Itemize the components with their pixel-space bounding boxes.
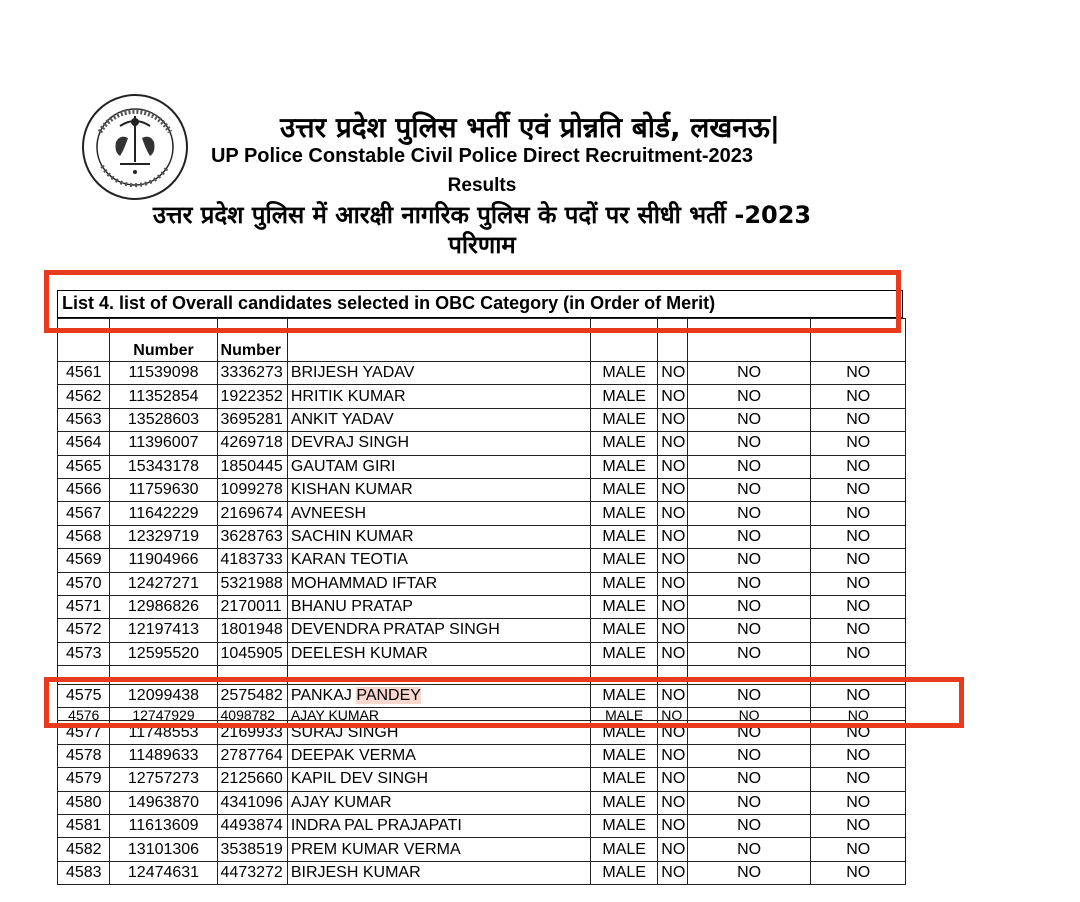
table-row bbox=[58, 619, 906, 642]
cell-dff: NO bbox=[658, 455, 687, 478]
cell-ex-serviceman: NO bbox=[687, 385, 811, 408]
cell-roll: 4183733 bbox=[217, 549, 287, 572]
table-row-highlighted bbox=[58, 685, 906, 708]
cell-roll: 1922352 bbox=[217, 385, 287, 408]
cell-sr: 4570 bbox=[58, 572, 110, 595]
cell-registration: 11642229 bbox=[110, 502, 217, 525]
table-row bbox=[58, 549, 906, 572]
cell-gender: MALE bbox=[591, 768, 658, 791]
results-hindi: परिणाम bbox=[448, 231, 516, 259]
cell-name: KARAN TEOTIA bbox=[287, 549, 590, 572]
title-english: UP Police Constable Civil Police Direct Recruitment-2023 bbox=[210, 145, 754, 167]
cell-sr: 4566 bbox=[58, 478, 110, 501]
cell-ex-serviceman: NO bbox=[687, 455, 811, 478]
cell-home-guard: NO bbox=[811, 642, 906, 665]
cell-home-guard: NO bbox=[811, 572, 906, 595]
cell-gender: MALE bbox=[591, 549, 658, 572]
cell-gender: MALE bbox=[591, 708, 658, 721]
cell-home-guard: NO bbox=[811, 815, 906, 838]
cell-dff: NO bbox=[658, 549, 687, 572]
cell-registration: 11904966 bbox=[110, 549, 217, 572]
cell-roll: 3336273 bbox=[217, 362, 287, 385]
table-row bbox=[58, 791, 906, 814]
cell-registration: 12329719 bbox=[110, 525, 217, 548]
cell-sr: 4572 bbox=[58, 619, 110, 642]
table-row bbox=[58, 708, 906, 721]
cell-registration: 11613609 bbox=[110, 815, 217, 838]
cell-dff: NO bbox=[658, 791, 687, 814]
header-home-guard bbox=[811, 319, 906, 362]
cell-gender: MALE bbox=[591, 478, 658, 501]
table-row bbox=[58, 642, 906, 665]
cell-dff: NO bbox=[658, 619, 687, 642]
cell-home-guard: NO bbox=[811, 549, 906, 572]
cell-name: INDRA PAL PRAJAPATI bbox=[287, 815, 590, 838]
table-row bbox=[58, 455, 906, 478]
cell-registration: 11759630 bbox=[110, 478, 217, 501]
cell-registration: 12986826 bbox=[110, 595, 217, 618]
cell-gender: MALE bbox=[591, 408, 658, 431]
cell-name: SURAJ SINGH bbox=[287, 721, 590, 744]
cell-home-guard: NO bbox=[811, 768, 906, 791]
cell-dff: NO bbox=[658, 502, 687, 525]
cell-ex-serviceman: NO bbox=[687, 708, 811, 721]
cell-ex-serviceman: NO bbox=[687, 721, 811, 744]
cell-gender: MALE bbox=[591, 642, 658, 665]
table-row bbox=[58, 408, 906, 431]
cell-roll: 4269718 bbox=[217, 432, 287, 455]
cell-sr: 4575 bbox=[58, 685, 110, 708]
cell-roll: 2787764 bbox=[217, 744, 287, 767]
cell-sr: 4578 bbox=[58, 744, 110, 767]
cell-ex-serviceman: NO bbox=[687, 408, 811, 431]
cell-dff: NO bbox=[658, 432, 687, 455]
cell-roll: 2169933 bbox=[217, 721, 287, 744]
cell-gender: MALE bbox=[591, 744, 658, 767]
table-row bbox=[58, 478, 906, 501]
cell-sr: 4583 bbox=[58, 861, 110, 884]
cell-ex-serviceman: NO bbox=[687, 572, 811, 595]
cell-gender: MALE bbox=[591, 455, 658, 478]
cell-sr: 4567 bbox=[58, 502, 110, 525]
table-row bbox=[58, 721, 906, 744]
cell-ex-serviceman: NO bbox=[687, 502, 811, 525]
cell-gender: MALE bbox=[591, 362, 658, 385]
cell-registration: 15343178 bbox=[110, 455, 217, 478]
cell-home-guard: NO bbox=[811, 432, 906, 455]
cell-home-guard: NO bbox=[811, 708, 906, 721]
cell-roll: 2170011 bbox=[217, 595, 287, 618]
name-first: PANKAJ bbox=[290, 687, 352, 705]
table-row bbox=[58, 744, 906, 767]
cell-roll: 3538519 bbox=[217, 838, 287, 861]
cell-name: HRITIK KUMAR bbox=[287, 385, 590, 408]
rows-top bbox=[58, 362, 906, 666]
header-registration: Number bbox=[110, 319, 217, 362]
cell-ex-serviceman: NO bbox=[687, 685, 811, 708]
cell-sr: 4563 bbox=[58, 408, 110, 431]
cell-ex-serviceman: NO bbox=[687, 642, 811, 665]
cell-sr: 4573 bbox=[58, 642, 110, 665]
cell-sr: 4561 bbox=[58, 362, 110, 385]
cell-roll: 3628763 bbox=[217, 525, 287, 548]
cell-roll: 5321988 bbox=[217, 572, 287, 595]
cell-name: KAPIL DEV SINGH bbox=[287, 768, 590, 791]
cell-name: AJAY KUMAR bbox=[287, 708, 590, 721]
results-table bbox=[57, 318, 906, 885]
cell-roll: 1045905 bbox=[217, 642, 287, 665]
cell-dff: NO bbox=[658, 744, 687, 767]
cell-name: PREM KUMAR VERMA bbox=[287, 838, 590, 861]
header-gender bbox=[591, 319, 658, 362]
cell-dff: NO bbox=[658, 815, 687, 838]
cell-home-guard: NO bbox=[811, 455, 906, 478]
cell-roll: 2125660 bbox=[217, 768, 287, 791]
cell-name: MOHAMMAD IFTAR bbox=[287, 572, 590, 595]
cell-dff: NO bbox=[658, 861, 687, 884]
table-row bbox=[58, 432, 906, 455]
cell-registration: 11748553 bbox=[110, 721, 217, 744]
cell-registration: 11489633 bbox=[110, 744, 217, 767]
cell-dff: NO bbox=[658, 768, 687, 791]
table-row bbox=[58, 815, 906, 838]
cell-home-guard: NO bbox=[811, 595, 906, 618]
cell-ex-serviceman: NO bbox=[687, 861, 811, 884]
table-row bbox=[58, 595, 906, 618]
cell-name: GAUTAM GIRI bbox=[287, 455, 590, 478]
name-last-highlighted: PANDEY bbox=[356, 687, 421, 705]
header-sr bbox=[58, 319, 110, 362]
cell-ex-serviceman: NO bbox=[687, 362, 811, 385]
cell-roll: 4473272 bbox=[217, 861, 287, 884]
cell-gender: MALE bbox=[591, 838, 658, 861]
cell-registration: 11352854 bbox=[110, 385, 217, 408]
cell-sr: 4581 bbox=[58, 815, 110, 838]
highlighted-row-group bbox=[58, 685, 906, 708]
cell-gender: MALE bbox=[591, 619, 658, 642]
cell-roll: 3695281 bbox=[217, 408, 287, 431]
table-row bbox=[58, 362, 906, 385]
cell-gender: MALE bbox=[591, 791, 658, 814]
cell-ex-serviceman: NO bbox=[687, 768, 811, 791]
cell-home-guard: NO bbox=[811, 525, 906, 548]
cell-sr: 4565 bbox=[58, 455, 110, 478]
cell-registration: 12747929 bbox=[110, 708, 217, 721]
cell-home-guard: NO bbox=[811, 478, 906, 501]
subtitle-hindi: उत्तर प्रदेश पुलिस में आरक्षी नागरिक पुलिस के पदों पर सीधी भर्ती -2023 bbox=[152, 201, 812, 229]
cell-ex-serviceman: NO bbox=[687, 744, 811, 767]
cell-registration: 12197413 bbox=[110, 619, 217, 642]
cell-registration: 12595520 bbox=[110, 642, 217, 665]
cell-dff: NO bbox=[658, 838, 687, 861]
title-hindi: उत्तर प्रदेश पुलिस भर्ती एवं प्रोन्नति बोर्ड, लखनऊ| bbox=[279, 111, 781, 144]
cell-sr: 4568 bbox=[58, 525, 110, 548]
cell-registration: 12427271 bbox=[110, 572, 217, 595]
cell-name: BIRJESH KUMAR bbox=[287, 861, 590, 884]
cell-dff: NO bbox=[658, 408, 687, 431]
cell-ex-serviceman: NO bbox=[687, 478, 811, 501]
cell-ex-serviceman: NO bbox=[687, 432, 811, 455]
cell-name: DEEPAK VERMA bbox=[287, 744, 590, 767]
cell-dff: NO bbox=[658, 685, 687, 708]
cell-name: KISHAN KUMAR bbox=[287, 478, 590, 501]
table-row bbox=[58, 768, 906, 791]
cell-sr: 4562 bbox=[58, 385, 110, 408]
cell-ex-serviceman: NO bbox=[687, 525, 811, 548]
cell-ex-serviceman: NO bbox=[687, 791, 811, 814]
cell-home-guard: NO bbox=[811, 744, 906, 767]
cell-dff: NO bbox=[658, 478, 687, 501]
cell-sr: 4580 bbox=[58, 791, 110, 814]
cell-name bbox=[287, 685, 590, 708]
cell-home-guard: NO bbox=[811, 362, 906, 385]
cell-name: SACHIN KUMAR bbox=[287, 525, 590, 548]
rows-bottom bbox=[58, 721, 906, 885]
cell-dff: NO bbox=[658, 721, 687, 744]
partial-row-group bbox=[58, 708, 906, 721]
cell-gender: MALE bbox=[591, 432, 658, 455]
cell-dff: NO bbox=[658, 595, 687, 618]
cell-gender: MALE bbox=[591, 595, 658, 618]
cell-sr: 4576 bbox=[58, 708, 110, 721]
cell-gender: MALE bbox=[591, 572, 658, 595]
cell-dff: NO bbox=[658, 525, 687, 548]
cell-dff: NO bbox=[658, 572, 687, 595]
cell-home-guard: NO bbox=[811, 685, 906, 708]
cell-home-guard: NO bbox=[811, 838, 906, 861]
cell-sr: 4571 bbox=[58, 595, 110, 618]
cell-ex-serviceman: NO bbox=[687, 549, 811, 572]
cell-ex-serviceman: NO bbox=[687, 595, 811, 618]
cell-ex-serviceman: NO bbox=[687, 815, 811, 838]
cell-gender: MALE bbox=[591, 721, 658, 744]
cell-roll: 1850445 bbox=[217, 455, 287, 478]
cell-gender: MALE bbox=[591, 685, 658, 708]
cell-registration: 14963870 bbox=[110, 791, 217, 814]
cell-home-guard: NO bbox=[811, 385, 906, 408]
header-roll: Number bbox=[217, 319, 287, 362]
table-header-row bbox=[58, 319, 906, 362]
cell-ex-serviceman: NO bbox=[687, 838, 811, 861]
cell-home-guard: NO bbox=[811, 619, 906, 642]
cell-name: BRIJESH YADAV bbox=[287, 362, 590, 385]
cell-registration: 13528603 bbox=[110, 408, 217, 431]
table-row bbox=[58, 838, 906, 861]
cell-roll: 2575482 bbox=[217, 685, 287, 708]
cell-dff: NO bbox=[658, 362, 687, 385]
cell-home-guard: NO bbox=[811, 502, 906, 525]
cell-name: BHANU PRATAP bbox=[287, 595, 590, 618]
cell-roll: 1801948 bbox=[217, 619, 287, 642]
cell-registration: 11396007 bbox=[110, 432, 217, 455]
cell-roll: 2169674 bbox=[217, 502, 287, 525]
results-english: Results bbox=[447, 175, 517, 196]
table-row bbox=[58, 572, 906, 595]
cell-roll: 4493874 bbox=[217, 815, 287, 838]
cell-name: DEELESH KUMAR bbox=[287, 642, 590, 665]
cell-registration: 12099438 bbox=[110, 685, 217, 708]
cell-name: ANKIT YADAV bbox=[287, 408, 590, 431]
header-ex-serviceman bbox=[687, 319, 811, 362]
cell-sr: 4579 bbox=[58, 768, 110, 791]
cell-gender: MALE bbox=[591, 502, 658, 525]
cell-dff: NO bbox=[658, 642, 687, 665]
table-row bbox=[58, 525, 906, 548]
cell-home-guard: NO bbox=[811, 791, 906, 814]
cell-dff: NO bbox=[658, 385, 687, 408]
header-candidate-name bbox=[287, 319, 590, 362]
cell-registration: 13101306 bbox=[110, 838, 217, 861]
cell-home-guard: NO bbox=[811, 408, 906, 431]
table-row bbox=[58, 861, 906, 884]
cell-sr: 4577 bbox=[58, 721, 110, 744]
cell-roll: 4098782 bbox=[217, 708, 287, 721]
cell-sr: 4564 bbox=[58, 432, 110, 455]
cell-home-guard: NO bbox=[811, 721, 906, 744]
cell-sr: 4582 bbox=[58, 838, 110, 861]
table-row bbox=[58, 385, 906, 408]
list-title: List 4. list of Overall candidates selected in OBC Category (in Order of Merit) bbox=[57, 290, 903, 318]
cell-dff: NO bbox=[658, 708, 687, 721]
table-row bbox=[58, 502, 906, 525]
gap-row bbox=[58, 666, 906, 685]
header-dff bbox=[658, 319, 687, 362]
cell-registration: 12474631 bbox=[110, 861, 217, 884]
cell-gender: MALE bbox=[591, 861, 658, 884]
cell-gender: MALE bbox=[591, 525, 658, 548]
cell-name: DEVENDRA PRATAP SINGH bbox=[287, 619, 590, 642]
cell-home-guard: NO bbox=[811, 861, 906, 884]
cell-name: AVNEESH bbox=[287, 502, 590, 525]
cell-gender: MALE bbox=[591, 385, 658, 408]
table-row bbox=[58, 666, 906, 685]
cell-roll: 4341096 bbox=[217, 791, 287, 814]
cell-sr: 4569 bbox=[58, 549, 110, 572]
cell-registration: 12757273 bbox=[110, 768, 217, 791]
cell-roll: 1099278 bbox=[217, 478, 287, 501]
cell-registration: 11539098 bbox=[110, 362, 217, 385]
cell-ex-serviceman: NO bbox=[687, 619, 811, 642]
cell-gender: MALE bbox=[591, 815, 658, 838]
cell-name: AJAY KUMAR bbox=[287, 791, 590, 814]
cell-name: DEVRAJ SINGH bbox=[287, 432, 590, 455]
